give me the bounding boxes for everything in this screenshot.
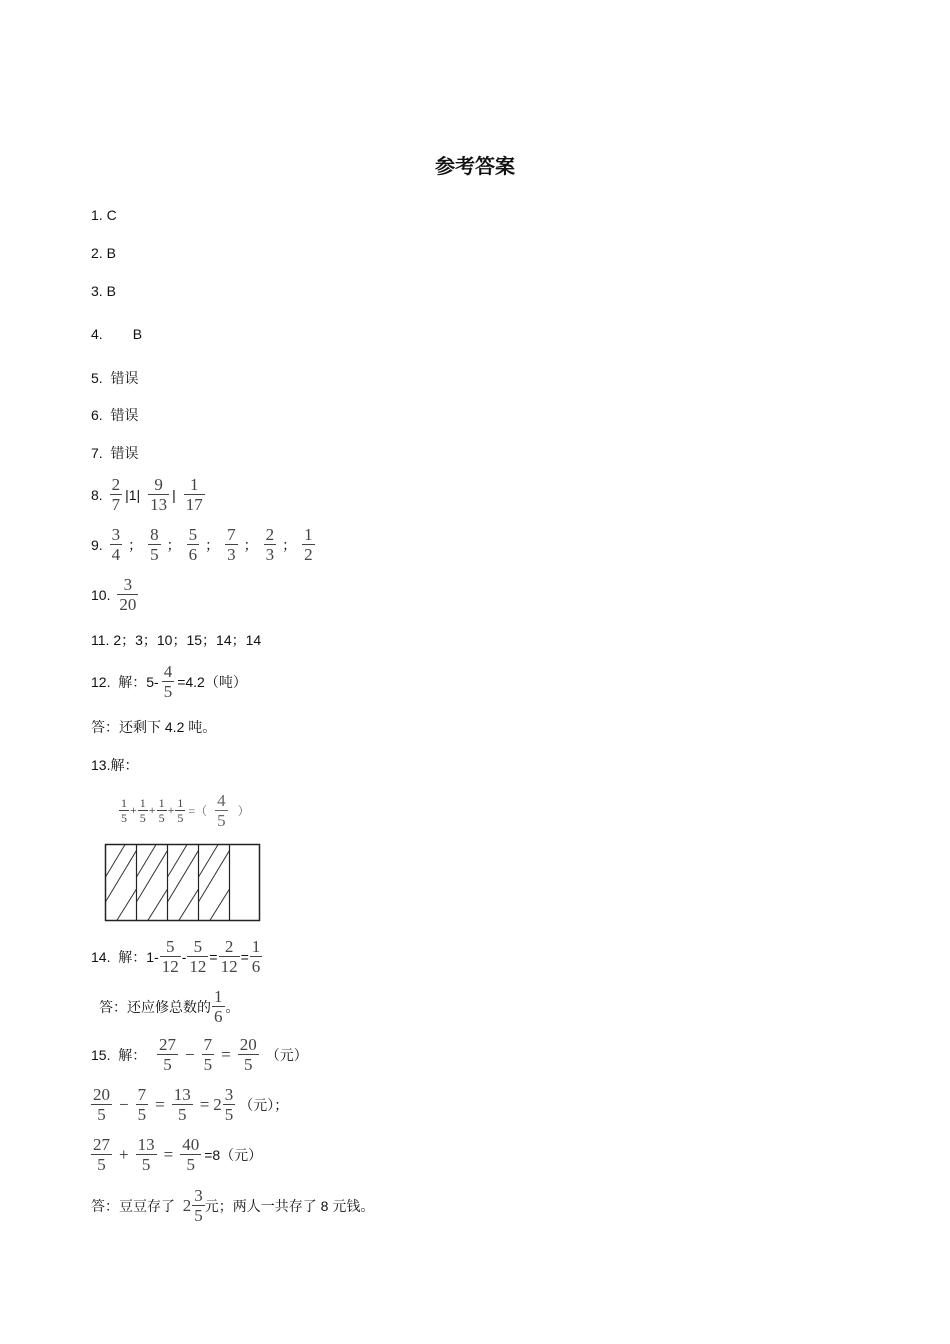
- answer-text: 11. 2；3；10；15；14；14: [91, 632, 262, 648]
- answer-11: [91, 630, 261, 650]
- answer-1: [91, 207, 117, 223]
- answer-text: 错误: [110, 445, 139, 461]
- answer-text: B: [132, 326, 143, 342]
- fraction: $\frac{27}{5}$: [93, 1135, 110, 1174]
- fraction: $\frac{13}{5}$: [137, 1135, 155, 1174]
- mixed-number: 2 $\frac{3}{5}$: [213, 1085, 234, 1124]
- plus-sign: +: [167, 803, 175, 817]
- fraction: $\frac{1}{5}$: [177, 796, 184, 825]
- page-title: 参考答案: [435, 154, 515, 178]
- plus-sign: +: [148, 803, 156, 817]
- hatched-part-2: [110, 843, 190, 923]
- conclusion-text: 答：还应修总数的: [99, 998, 211, 1015]
- fraction: $\frac{7}{3}$: [227, 525, 236, 564]
- answer-15-conclusion: [91, 1187, 374, 1224]
- answer-8: [91, 476, 208, 513]
- fraction: $\frac{7}{5}$: [137, 1085, 147, 1124]
- equals-sign: =: [209, 948, 218, 965]
- separator: |: [172, 486, 176, 503]
- answer-number: 6.: [91, 407, 103, 423]
- answer-12: [91, 663, 247, 700]
- answer-number: 2.: [91, 245, 103, 261]
- separator: ；: [282, 536, 297, 553]
- fraction-diagram: [104, 843, 262, 923]
- answer-12-conclusion: [91, 717, 216, 737]
- equals-sign: =: [199, 1094, 210, 1114]
- answer-text: 错误: [110, 370, 139, 386]
- close-paren: ）: [237, 804, 250, 818]
- answer-text: B: [106, 245, 116, 261]
- unit-text: （元）: [265, 1046, 308, 1063]
- separator: |1|: [125, 486, 141, 503]
- solution-prefix: 解：: [118, 1046, 147, 1063]
- minus-sign: -: [181, 948, 187, 965]
- answer-number: 12.: [91, 673, 111, 690]
- result-text: =8（元）: [204, 1146, 263, 1163]
- answer-number: 10.: [91, 586, 111, 603]
- conclusion-text: 答：还剩下 4.2 吨。: [91, 719, 217, 735]
- fraction: $\frac{40}{5}$: [182, 1135, 200, 1174]
- fraction: $\frac{20}{5}$: [239, 1035, 257, 1074]
- separator: ；: [128, 536, 143, 553]
- answer-7: [91, 443, 138, 463]
- mixed-number: 2 $\frac{3}{5}$: [182, 1186, 203, 1225]
- fraction: $\frac{3}{20}$: [119, 575, 137, 614]
- fraction: $\frac{1}{5}$: [139, 796, 146, 825]
- diagram-outline: [106, 845, 260, 921]
- equals-paren: =（: [188, 804, 208, 818]
- answer-14-conclusion: [99, 988, 240, 1025]
- answer-5: [91, 368, 138, 388]
- fraction-sum-equation: [118, 792, 254, 829]
- fraction: $\frac{1}{17}$: [185, 475, 203, 514]
- answer-6: [91, 405, 138, 425]
- fraction: $\frac{2}{12}$: [220, 937, 238, 976]
- fraction: $\frac{5}{12}$: [189, 937, 207, 976]
- equals-sign: =: [240, 948, 249, 965]
- answer-label: 13.解：: [91, 757, 139, 773]
- fraction: $\frac{3}{4}$: [111, 525, 121, 564]
- answer-number: 1.: [91, 207, 103, 223]
- fraction: $\frac{13}{5}$: [173, 1085, 191, 1124]
- answer-number: 14.: [91, 948, 111, 965]
- fraction: $\frac{1}{6}$: [214, 987, 223, 1026]
- hatched-part-4: [172, 843, 252, 923]
- result-fraction: $\frac{4}{5}$: [217, 791, 226, 830]
- plus-sign: +: [119, 1144, 129, 1164]
- answer-2: [91, 245, 116, 261]
- fraction: $\frac{2}{3}$: [265, 525, 275, 564]
- separator: ；: [205, 536, 220, 553]
- answer-text: B: [106, 283, 116, 299]
- equals-sign: =: [163, 1144, 174, 1164]
- answer-number: 9.: [91, 536, 103, 553]
- hatched-part-1: [104, 843, 159, 923]
- answer-3: [91, 283, 116, 299]
- answer-number: 15.: [91, 1046, 111, 1063]
- fraction: $\frac{4}{5}$: [163, 662, 173, 701]
- conclusion-end: 。: [225, 998, 240, 1015]
- minus-sign: −: [119, 1094, 129, 1114]
- fraction: $\frac{1}{6}$: [251, 937, 261, 976]
- fraction: $\frac{8}{5}$: [150, 525, 159, 564]
- answer-number: 3.: [91, 283, 103, 299]
- fraction: $\frac{5}{12}$: [161, 937, 179, 976]
- fraction: $\frac{1}{5}$: [158, 796, 165, 825]
- solution-prefix: 解：1-: [118, 948, 159, 965]
- answer-9: [91, 526, 318, 563]
- fraction: $\frac{1}{5}$: [121, 796, 127, 825]
- minus-sign: −: [185, 1044, 195, 1064]
- equals-sign: =: [221, 1044, 231, 1064]
- fraction: $\frac{9}{13}$: [150, 475, 168, 514]
- answer-13-label: [91, 755, 138, 775]
- fraction: $\frac{5}{6}$: [188, 525, 198, 564]
- plus-sign: +: [130, 803, 137, 817]
- answer-number: 7.: [91, 445, 103, 461]
- hatched-part-3: [141, 843, 221, 923]
- fraction: $\frac{20}{5}$: [93, 1085, 110, 1124]
- conclusion-end: 元；两人一共存了 8 元钱。: [204, 1197, 375, 1214]
- answer-15-line-1: [91, 1036, 308, 1073]
- answer-text: C: [106, 207, 117, 223]
- part-dividers: [137, 845, 230, 921]
- answer-number: 5.: [91, 370, 103, 386]
- separator: ；: [166, 536, 181, 553]
- unit-text: （元）；: [239, 1096, 289, 1113]
- answer-number: 4.: [91, 326, 103, 342]
- answer-4: [91, 326, 142, 342]
- solution-prefix: 解：5-: [118, 673, 159, 690]
- answer-14: [91, 938, 263, 975]
- answer-15-line-2: [91, 1086, 288, 1123]
- fraction: $\frac{7}{5}$: [203, 1035, 213, 1074]
- fraction: $\frac{1}{2}$: [304, 525, 313, 564]
- answer-10: [91, 576, 141, 613]
- solution-result: =4.2（吨）: [177, 673, 247, 690]
- fraction: $\frac{27}{5}$: [159, 1035, 177, 1074]
- fraction: $\frac{2}{7}$: [111, 475, 121, 514]
- conclusion-text: 答：豆豆存了: [91, 1197, 175, 1214]
- answer-15-line-3: [91, 1136, 262, 1173]
- answer-text: 错误: [110, 407, 139, 423]
- equals-sign: =: [155, 1094, 165, 1114]
- separator: ；: [243, 536, 258, 553]
- answer-number: 8.: [91, 486, 103, 503]
